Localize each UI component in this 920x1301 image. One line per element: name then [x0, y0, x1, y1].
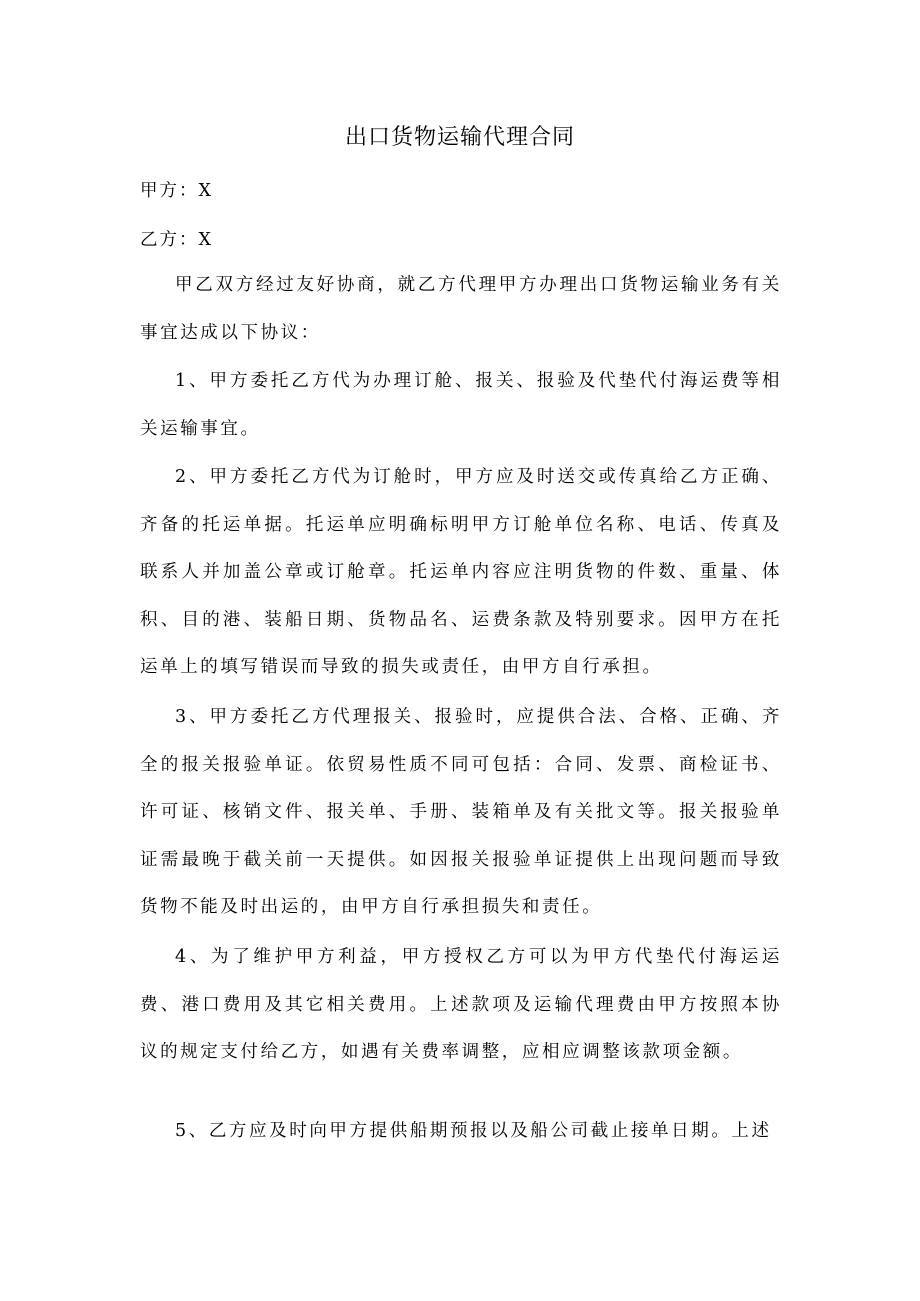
clause-5-block [140, 1108, 782, 1156]
document-title: 出口货物运输代理合同 [344, 125, 575, 150]
clause-1-block [140, 358, 782, 453]
intro-paragraph [140, 262, 782, 357]
clause-5: 5、乙方应及时向甲方提供船期预报以及船公司截止接单日期。上述 [175, 1121, 772, 1141]
clause-3: 3、甲方委托乙方代理报关、报验时，应提供合法、合格、正确、齐全的报关报验单证。依贸易性质不同可包括：合同、发票、商检证书、许可证、核销文件、报关单、手册、装箱单及有关批文等。报关报验单证需最晚于截关前一天提供。如因报关报验单证提供上出现问题而导致货物不能及时出运的，由甲方自行承担损失和责任。 [140, 707, 782, 917]
party-b-line: 乙方：X [140, 230, 213, 250]
clause-3-block [140, 694, 782, 932]
clause-2: 2、甲方委托乙方代为订舱时，甲方应及时送交或传真给乙方正确、齐备的托运单据。托运单应明确标明甲方订舱单位名称、电话、传真及联系人并加盖公章或订舱章。托运单内容应注明货物的件数、重量、体积、目的港、装船日期、货物品名、运费条款及特别要求。因甲方在托运单上的填写错误而导致的损失或责任，由甲方自行承担。 [140, 467, 782, 677]
paragraph-intro: 甲乙双方经过友好协商，就乙方代理甲方办理出口货物运输业务有关事宜达成以下协议： [140, 275, 782, 343]
clause-2-block [140, 454, 782, 692]
clause-1: 1、甲方委托乙方代为办理订舱、报关、报验及代垫代付海运费等相关运输事宜。 [140, 371, 782, 439]
party-a-line: 甲方：X [140, 181, 213, 201]
clause-4: 4、为了维护甲方利益，甲方授权乙方可以为甲方代垫代付海运运费、港口费用及其它相关费用。上述款项及运输代理费由甲方按照本协议的规定支付给乙方，如遇有关费率调整，应相应调整该款项金额。 [140, 947, 782, 1062]
clause-4-block [140, 934, 782, 1077]
